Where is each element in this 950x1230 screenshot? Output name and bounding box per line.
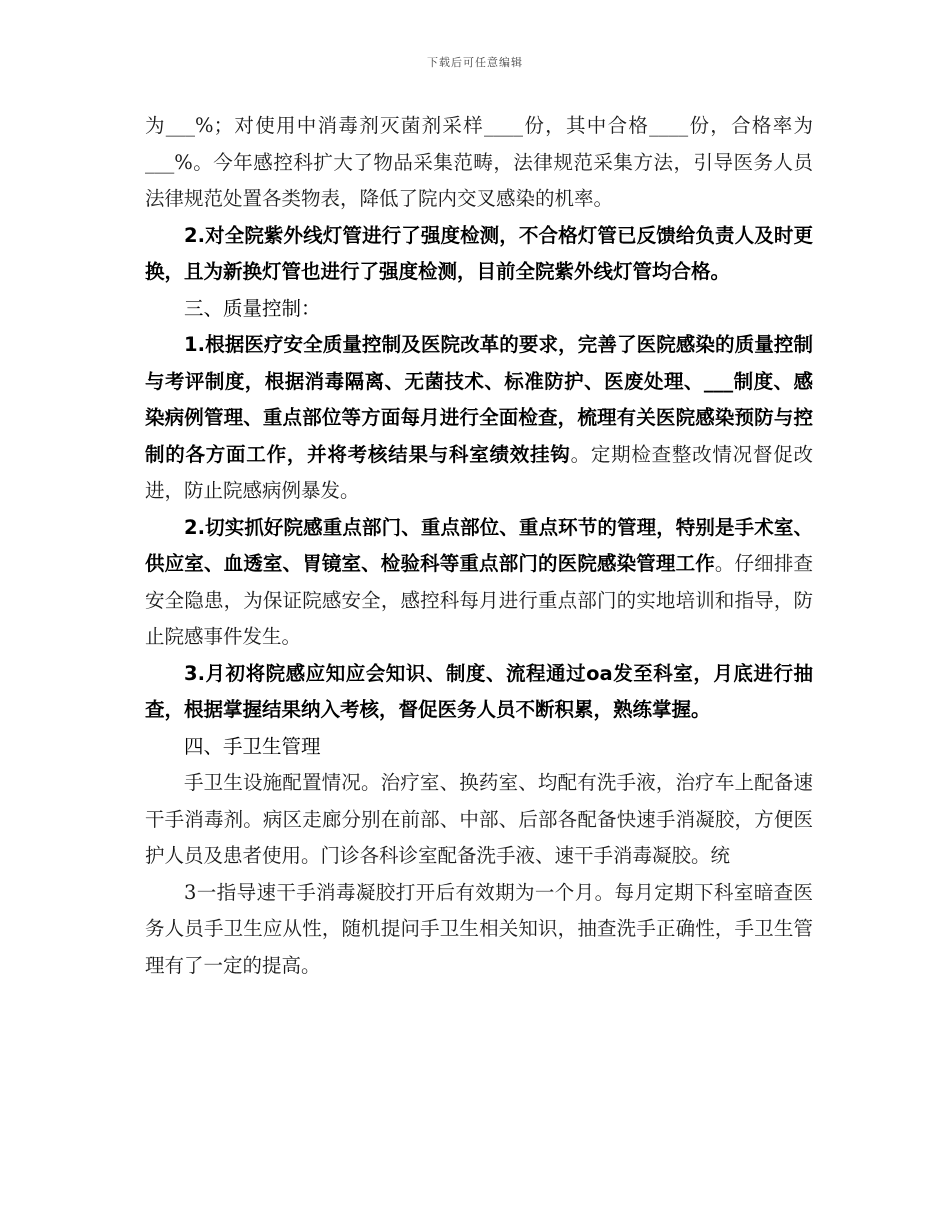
paragraph-sampling: 为___%；对使用中消毒剂灭菌剂采样____份，其中合格____份，合格率为___%。今年感控科扩大了物品采集范畴，法律规范采集方法，引导医务人员法律规范处置各类物表，降低了院内交叉感染的机率。 <box>145 114 813 210</box>
page-header: 下载后可任意编辑 <box>427 56 523 69</box>
paragraph-quality-2-bold: 2.切实抓好院感重点部门、重点部位、重点环节的管理，特别是手术室、供应室、血透室、胃镜室、检验科等重点部门的医院感染管理工作 <box>145 515 813 575</box>
paragraph-quality-3: 3.月初将院感应知应会知识、制度、流程通过oa发至科室，月底进行抽查，根据掌握结果纳入考核，督促医务人员不断积累，熟练掌握。 <box>145 661 813 721</box>
paragraph-quality-2-normal: 。仔细排查安全隐患，为保证院感安全，感控科每月进行重点部门的实地培训和指导，防止院感事件发生。 <box>145 552 813 648</box>
paragraph-quality-1 <box>145 327 813 510</box>
document-body <box>145 108 813 984</box>
paragraph-uv-lamp: 2.对全院紫外线灯管进行了强度检测，不合格灯管已反馈给负责人及时更换，且为新换灯管也进行了强度检测，目前全院紫外线灯管均合格。 <box>145 223 813 283</box>
paragraph-hand-hygiene-facilities: 手卫生设施配置情况。治疗室、换药室、均配有洗手液，治疗车上配备速干手消毒剂。病区走廊分别在前部、中部、后部各配备快速手消凝胶，方便医护人员及患者使用。门诊各科诊室配备洗手液、速干手消毒凝胶。统 <box>145 771 813 867</box>
section-heading-hand-hygiene: 四、手卫生管理 <box>184 734 321 758</box>
paragraph-quality-2 <box>145 510 813 656</box>
section-heading-quality-control: 三、质量控制： <box>184 296 321 320</box>
paragraph-hand-hygiene-guidance: 3一指导速干手消毒凝胶打开后有效期为一个月。每月定期下科室暗查医务人员手卫生应从性，随机提问手卫生相关知识，抽查洗手正确性，手卫生管理有了一定的提高。 <box>145 880 813 977</box>
paragraph-quality-1-bold: 1.根据医疗安全质量控制及医院改革的要求，完善了医院感染的质量控制与考评制度，根据消毒隔离、无菌技术、标准防护、医废处理、___制度、感染病例管理、重点部位等方面每月进行全面检查，梳理有关医院感染预防与控制的各方面工作，并将考核结果与科室绩效挂钩 <box>145 333 813 466</box>
paragraph-quality-1-normal: 。定期检查整改情况督促改进，防止院感病例暴发。 <box>145 442 813 502</box>
